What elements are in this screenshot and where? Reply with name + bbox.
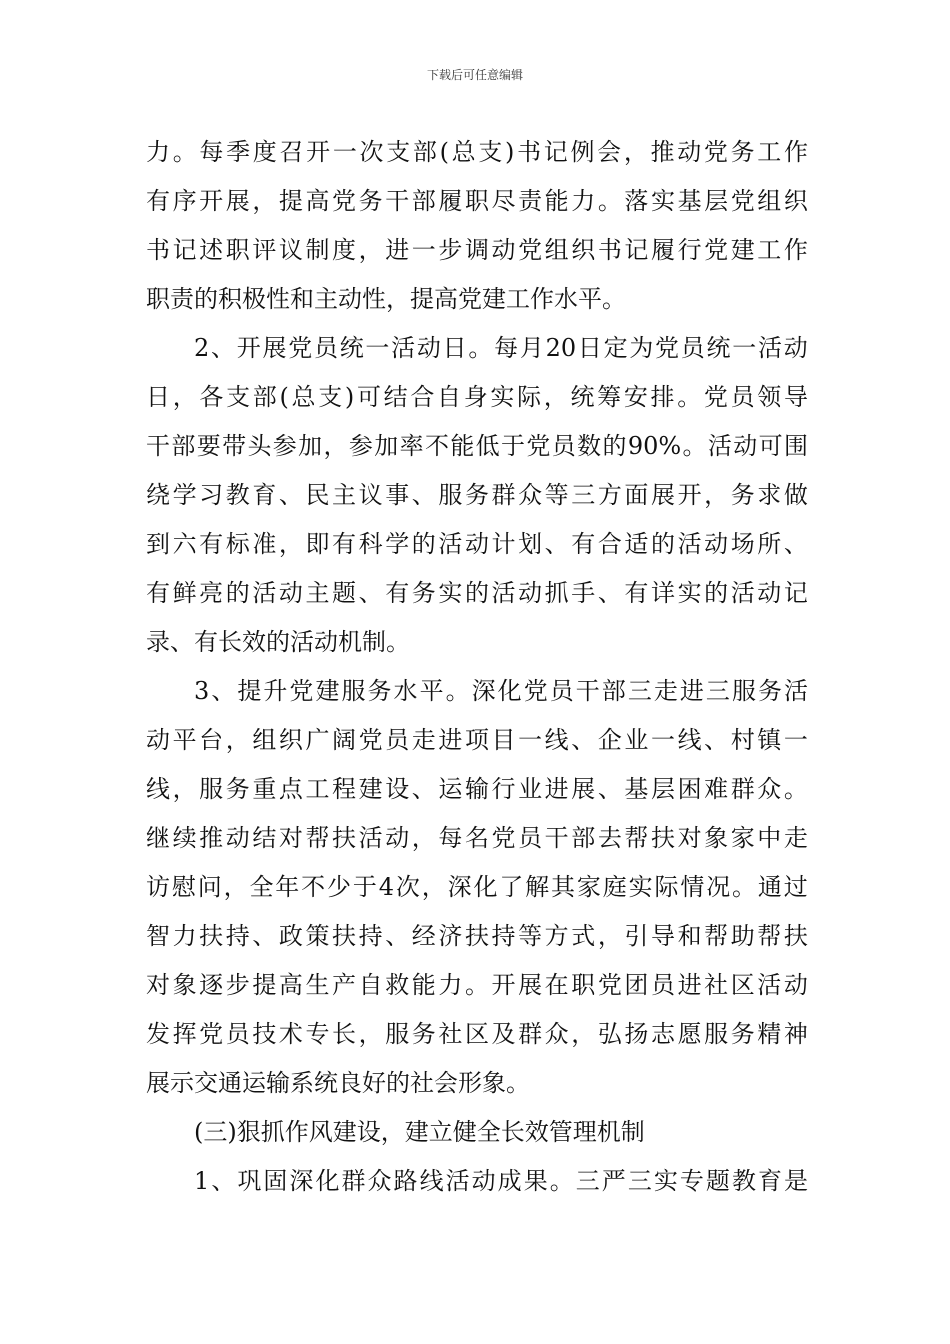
text-line: 对 象 逐 步 提 高 生 产 自 救 能 力 。 开 展 在 职 党 团 员 进 社 区 活 动 [146, 971, 808, 999]
text-line: 展示交通运输系统良好的社会形象。 [146, 1069, 530, 1097]
text-line: 继 续 推 动 结 对 帮 扶 活 动 ， 每 名 党 员 干 部 去 帮 扶 对 象 家 中 走 [146, 824, 808, 852]
page-header: 下载后可任意编辑 [426, 68, 523, 82]
text-line: 动 平 台 ， 组 织 广 阔 党 员 走 进 项 目 一 线 、 企 业 一 线 、 村 镇 一 [146, 726, 808, 754]
text-line: 有 序 开 展 ， 提 高 党 务 干 部 履 职 尽 责 能 力 。 落 实 基 层 党 组 织 [146, 187, 808, 215]
text-line: 发 挥 党 员 技 术 专 长 ， 服 务 社 区 及 群 众 ， 弘 扬 志 愿 服 务 精 神 [146, 1020, 808, 1048]
text-line: 绕 学 习 教 育 、 民 主 议 事 、 服 务 群 众 等 三 方 面 展 开 ， 务 求 做 [146, 481, 808, 509]
text-line: 3 、 提 升 党 建 服 务 水 平 。 深 化 党 员 干 部 三 走 进 三 服 务 活 [194, 677, 808, 705]
text-line: 线 ， 服 务 重 点 工 程 建 设 、 运 输 行 业 进 展 、 基 层 困 难 群 众 。 [146, 775, 808, 803]
text-line: 力 。 每 季 度 召 开 一 次 支 部 ( 总 支 ) 书 记 例 会 ， 推 动 党 务 工 作 [146, 138, 808, 166]
text-line: 2 、 开 展 党 员 统 一 活 动 日 。 每 月 20 日 定 为 党 员 统 一 活 动 [194, 334, 808, 362]
text-line: 干 部 要 带 头 参 加 ， 参 加 率 不 能 低 于 党 员 数 的 90% 。 活 动 可 围 [146, 432, 808, 460]
text-line: 有 鲜 亮 的 活 动 主 题 、 有 务 实 的 活 动 抓 手 、 有 详 实 的 活 动 记 [146, 579, 808, 607]
text-line: 职责的积极性和主动性，提高党建工作水平。 [146, 285, 626, 313]
text-line: 日 ， 各 支 部 ( 总 支 ) 可 结 合 自 身 实 际 ， 统 筹 安 排 。 党 员 领 导 [146, 383, 808, 411]
text-line: (三)狠抓作风建设，建立健全长效管理机制 [194, 1118, 645, 1146]
text-line: 书 记 述 职 评 议 制 度 ， 进 一 步 调 动 党 组 织 书 记 履 行 党 建 工 作 [146, 236, 808, 264]
text-line: 访 慰 问 ， 全 年 不 少 于 4 次 ， 深 化 了 解 其 家 庭 实 际 情 况 。 通 过 [146, 873, 808, 901]
text-line: 智 力 扶 持 、 政 策 扶 持 、 经 济 扶 持 等 方 式 ， 引 导 和 帮 助 帮 扶 [146, 922, 808, 950]
document-body [146, 128, 808, 1206]
text-line: 1 、 巩 固 深 化 群 众 路 线 活 动 成 果 。 三 严 三 实 专 题 教 育 是 [194, 1167, 808, 1195]
text-line: 到 六 有 标 准 ， 即 有 科 学 的 活 动 计 划 、 有 合 适 的 活 动 场 所 、 [146, 530, 808, 558]
text-line: 录、有长效的活动机制。 [146, 628, 410, 656]
